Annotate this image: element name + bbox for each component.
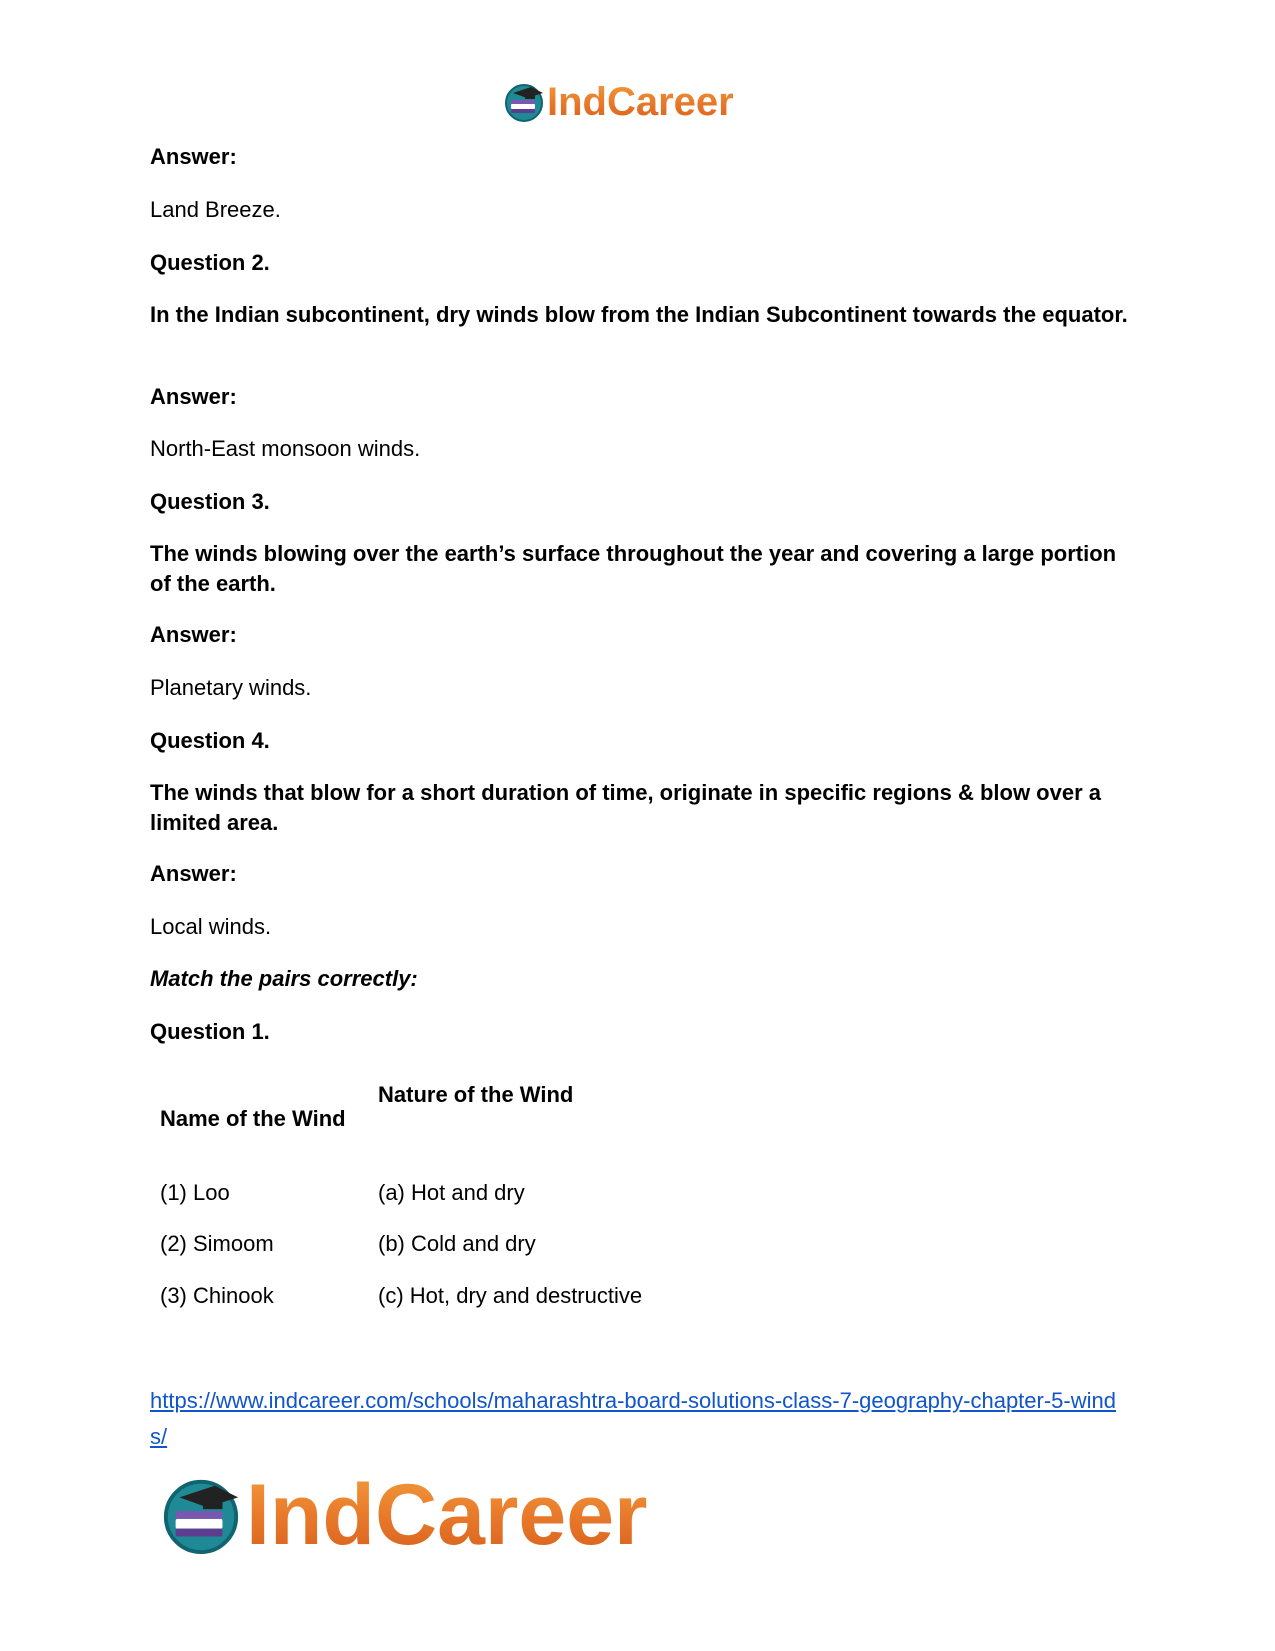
question-text: In the Indian subcontinent, dry winds blow from the Indian Subcontinent towards the equator. <box>150 302 1128 327</box>
question-label: Question 3. <box>150 489 270 514</box>
question-text: The winds blowing over the earth’s surface throughout the year and covering a large portion of the earth. <box>150 541 1117 596</box>
section-heading: Match the pairs correctly: <box>150 966 418 991</box>
table-cell-name: (1) Loo <box>160 1180 230 1205</box>
question-text: The winds that blow for a short duration of time, originate in specific regions & blow over a limited area. <box>150 780 1101 835</box>
graduation-cap-book-icon <box>160 1474 242 1556</box>
question-label: Question 4. <box>150 728 270 753</box>
answer-label: Answer: <box>150 144 237 169</box>
answer-label: Answer: <box>150 622 237 647</box>
brand-name: IndCareer <box>246 1467 648 1563</box>
table-header-name: Name of the Wind <box>160 1106 346 1131</box>
table-cell-name: (3) Chinook <box>160 1283 274 1308</box>
table-cell-nature: (a) Hot and dry <box>378 1180 525 1205</box>
question-label: Question 1. <box>150 1019 270 1044</box>
table-cell-nature: (c) Hot, dry and destructive <box>378 1283 643 1308</box>
table-header-nature: Nature of the Wind <box>378 1082 574 1107</box>
answer-text: North-East monsoon winds. <box>150 436 421 461</box>
answer-label: Answer: <box>150 861 237 886</box>
table-cell-name: (2) Simoom <box>160 1231 274 1256</box>
question-label: Question 2. <box>150 250 270 275</box>
header-logo[interactable] <box>503 80 734 124</box>
answer-text: Land Breeze. <box>150 197 281 222</box>
answer-text: Planetary winds. <box>150 675 312 700</box>
footer-logo[interactable] <box>160 1468 648 1562</box>
brand-name: IndCareer <box>547 80 734 124</box>
graduation-cap-book-icon <box>503 81 545 123</box>
answer-text: Local winds. <box>150 914 272 939</box>
source-link[interactable]: https://www.indcareer.com/schools/maharashtra-board-solutions-class-7-geography-chapter-5-winds/ <box>150 1388 1116 1449</box>
answer-label: Answer: <box>150 384 237 409</box>
table-cell-nature: (b) Cold and dry <box>378 1231 536 1256</box>
